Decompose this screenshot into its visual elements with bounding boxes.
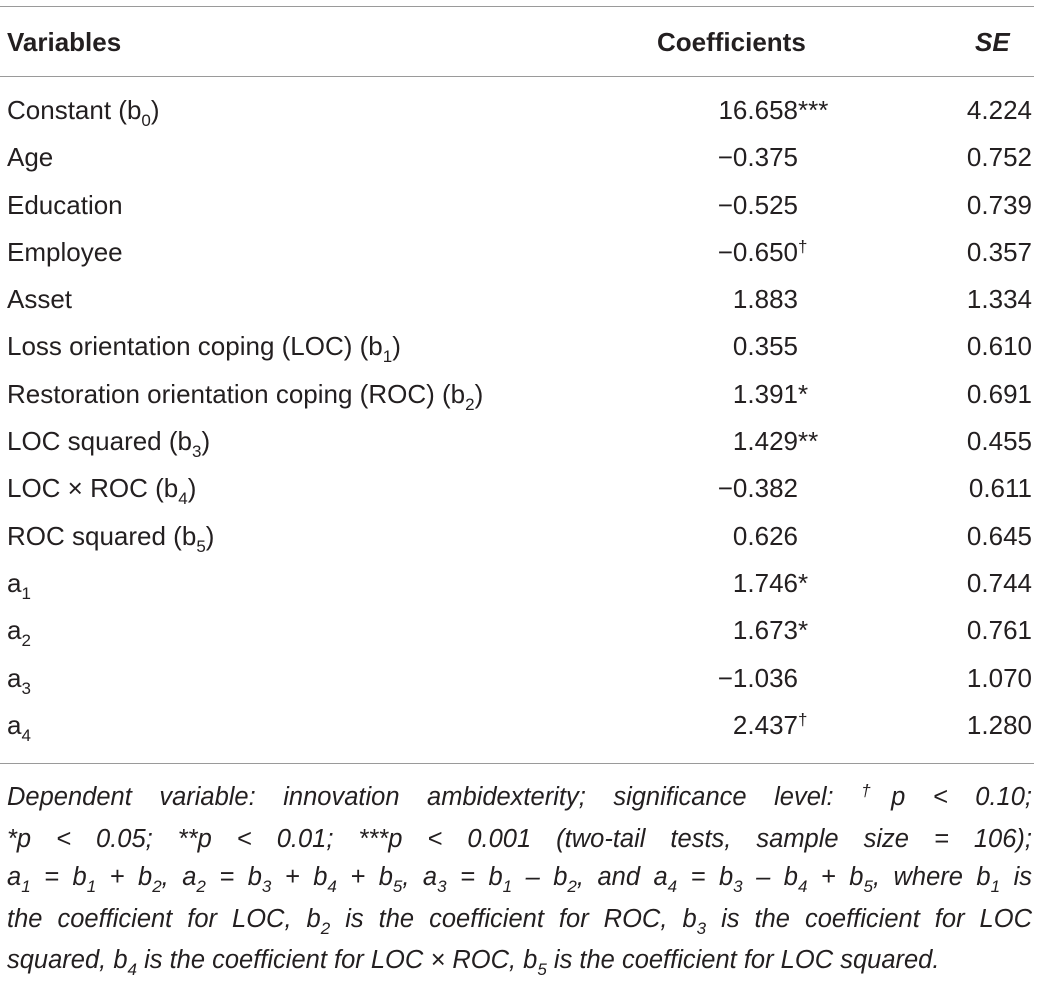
- footnote-line-2: *p < 0.05; **p < 0.01; ***p < 0.001 (two-tail tests, sample size = 106);: [7, 824, 1032, 853]
- row-coefficient: 1.746: [732, 567, 798, 598]
- table-row: [0, 704, 1040, 751]
- row-variable-label: $a_1$: [7, 567, 31, 603]
- row-standard-error: 0.739: [966, 189, 1032, 220]
- row-standard-error: 0.645: [966, 520, 1032, 551]
- row-standard-error: 1.280: [966, 709, 1032, 740]
- row-coefficient: −0.650: [717, 236, 798, 267]
- row-standard-error: 0.611: [968, 473, 1032, 504]
- footnote-line-4: the coefficient for LOC, $b_2$ is the coefficient for ROC, $b_3$ is the coefficient for LOC: [7, 904, 1032, 938]
- row-variable-label: Constant $(b_0)$: [7, 95, 160, 130]
- row-variable-label: ROC squared $(b_5)$: [7, 520, 215, 556]
- row-variable-label: $a_4$: [7, 709, 31, 745]
- table-bottom-rule: [0, 763, 1034, 764]
- row-standard-error: 0.691: [966, 378, 1032, 409]
- table-row: [0, 562, 1040, 609]
- row-coefficient: 0.355: [732, 331, 798, 362]
- footnote-line-5: squared, $b_4$ is the coefficient for LOC × ROC, $b_5$ is the coefficient for LOC squared.: [7, 946, 940, 979]
- row-variable-label: Age: [7, 142, 54, 173]
- header-coefficients: Coefficients: [657, 27, 806, 57]
- row-coefficient: −0.382: [717, 473, 798, 504]
- row-coefficient: 16.658: [718, 95, 798, 125]
- table-footnote: [7, 778, 1032, 983]
- row-standard-error: 0.752: [966, 142, 1032, 173]
- row-significance-marker: ***: [798, 95, 829, 125]
- footnote-line-3: $a_1 = b_1 + b_2$, $a_2 = b_3 + b_4 + b_5$, $a_3 = b_1 - b_2$, and $a_4 = b_3 - b_4 + b_5$, where $b_1$ is: [7, 863, 1032, 896]
- table-row: [0, 373, 1040, 420]
- table-row: [0, 184, 1040, 231]
- table-header-row: [0, 6, 1040, 76]
- row-coefficient: −1.036: [717, 662, 798, 693]
- table-row: [0, 609, 1040, 656]
- row-variable-label: Education: [7, 189, 123, 220]
- row-significance-marker: †: [798, 709, 808, 729]
- row-coefficient: 0.626: [732, 520, 798, 551]
- table-row: [0, 420, 1040, 467]
- row-variable-label: Loss orientation coping (LOC) $(b_1)$: [7, 331, 401, 367]
- row-standard-error: 1.070: [966, 662, 1032, 693]
- table-row: [0, 467, 1040, 514]
- row-coefficient: 1.883: [732, 284, 798, 315]
- table-header-rule: [0, 76, 1034, 77]
- row-standard-error: 4.224: [966, 95, 1032, 125]
- row-standard-error: 0.744: [966, 567, 1032, 598]
- table-row: [0, 89, 1040, 136]
- table-row: [0, 136, 1040, 183]
- row-coefficient: 1.429: [732, 426, 798, 457]
- row-standard-error: 0.610: [966, 331, 1032, 362]
- row-coefficient: −0.525: [717, 189, 798, 220]
- row-significance-marker: **: [798, 426, 819, 457]
- table-body: [0, 89, 1040, 751]
- row-variable-label: Employee: [7, 236, 123, 267]
- row-coefficient: 1.391: [732, 378, 798, 409]
- row-significance-marker: †: [798, 236, 808, 256]
- table-row: [0, 515, 1040, 562]
- row-coefficient: −0.375: [717, 142, 798, 173]
- row-standard-error: 0.357: [966, 236, 1032, 267]
- row-variable-label: $a_2$: [7, 615, 31, 651]
- table-row: [0, 325, 1040, 372]
- table-row: [0, 231, 1040, 278]
- row-significance-marker: *: [798, 615, 809, 646]
- row-significance-marker: *: [798, 567, 809, 598]
- row-coefficient: 2.437: [732, 709, 798, 740]
- table-row: [0, 278, 1040, 325]
- row-standard-error: 0.761: [966, 615, 1032, 646]
- header-se: SE: [975, 27, 1010, 57]
- footnote-line-1: Dependent variable: innovation ambidexterity; significance level: †p < 0.10;: [7, 781, 1032, 811]
- row-significance-marker: *: [798, 378, 809, 409]
- row-standard-error: 0.455: [966, 426, 1032, 457]
- row-variable-label: Restoration orientation coping (ROC) $(b_2)$: [7, 378, 484, 414]
- row-variable-label: $a_3$: [7, 662, 31, 698]
- row-variable-label: LOC squared $(b_3)$: [7, 426, 211, 462]
- table-row: [0, 657, 1040, 704]
- row-variable-label: LOC × ROC $(b_4)$: [7, 473, 197, 509]
- row-variable-label: Asset: [7, 284, 73, 315]
- row-standard-error: 1.334: [966, 284, 1032, 315]
- header-variables: Variables: [7, 27, 122, 57]
- row-coefficient: 1.673: [732, 615, 798, 646]
